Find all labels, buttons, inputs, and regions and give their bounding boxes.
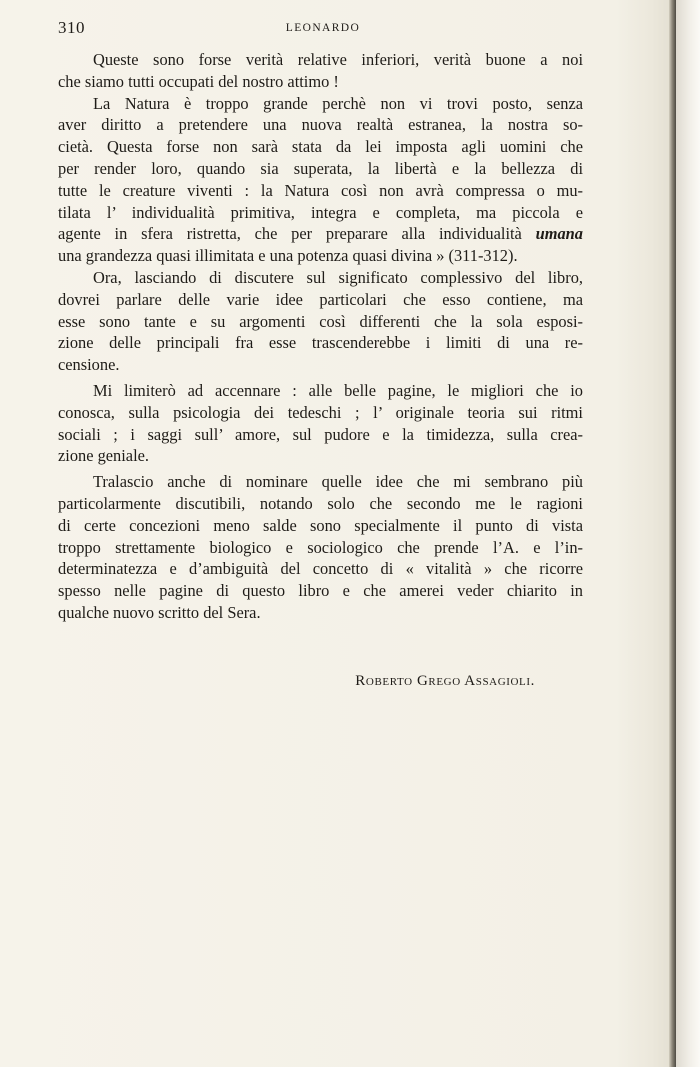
text-line — [58, 158, 583, 180]
text-line — [58, 445, 583, 467]
text-line — [58, 558, 583, 580]
review-body-text — [58, 49, 583, 624]
paragraph-first-line — [58, 380, 583, 402]
text-line — [58, 402, 583, 424]
line-text: censione. — [58, 355, 120, 375]
line-text: Ora, lasciando di discutere sul significato complessivo del libro, — [93, 267, 583, 287]
paragraph-first-line — [58, 49, 583, 71]
text-line — [58, 180, 583, 202]
line-text: zione geniale. — [58, 446, 150, 466]
line-text: zione delle principali fra esse trascenderebbe i limiti di una re- — [58, 333, 583, 353]
text-line — [58, 537, 583, 559]
line-text: troppo strettamente biologico e sociologico che prende l’A. e l’in- — [58, 537, 583, 557]
line-text: tutte le creature viventi : la Natura così non avrà compressa o mu- — [58, 180, 583, 200]
text-line — [58, 332, 583, 354]
line-text: di certe concezioni meno salde sono specialmente il punto di vista — [58, 515, 583, 535]
page-edge-shadow — [669, 0, 676, 1067]
line-text: esse sono tante e su argomenti così differenti che la sola esposi- — [58, 311, 583, 331]
line-text: spesso nelle pagine di questo libro e che amerei veder chiarito in — [58, 581, 583, 601]
paragraph-first-line — [58, 267, 583, 289]
line-text: sociali ; i saggi sull’ amore, sul pudore e la timidezza, sulla crea- — [58, 424, 583, 444]
line-text: aver diritto a pretendere una nuova realtà estranea, la nostra so- — [58, 115, 583, 135]
running-head: LEONARDO — [285, 22, 361, 34]
text-line — [58, 223, 583, 245]
line-text: conosca, sulla psicologia dei tedeschi ; l’ originale teoria sui ritmi — [58, 402, 583, 422]
text-line — [58, 424, 583, 446]
text-line — [58, 493, 583, 515]
line-text: tilata l’ individualità primitiva, integra e completa, ma piccola e — [58, 202, 583, 222]
line-text: per render loro, quando sia superata, la libertà e la bellezza di — [58, 158, 583, 178]
text-line — [58, 515, 583, 537]
line-text: Mi limiterò ad accennare : alle belle pagine, le migliori che io — [93, 380, 583, 400]
text-line — [58, 354, 583, 376]
line-text: determinatezza e d’ambiguità del concetto di « vitalità » che ricorre — [58, 559, 583, 579]
text-line — [58, 202, 583, 224]
line-text: qualche nuovo scritto del Sera. — [58, 602, 261, 622]
line-text: particolarmente discutibili, notando solo che secondo me le ragioni — [58, 493, 583, 513]
page-number: 310 — [58, 18, 85, 37]
text-line — [58, 602, 583, 624]
line-text: agente in sfera ristretta, che per preparare alla individualità — [58, 224, 522, 244]
emphasized-word: umana — [535, 224, 583, 244]
text-line — [58, 71, 583, 93]
line-text: cietà. Questa forse non sarà stata da lei imposta agli uomini che — [58, 137, 583, 157]
line-text: La Natura è troppo grande perchè non vi trovi posto, senza — [93, 93, 583, 113]
page-header — [58, 18, 588, 40]
text-line — [58, 311, 583, 333]
scan-margin — [676, 0, 700, 1067]
line-text: dovrei parlare delle varie idee particolari che esso contiene, ma — [58, 289, 583, 309]
text-line — [58, 114, 583, 136]
paragraph-first-line — [58, 93, 583, 115]
text-line — [58, 289, 583, 311]
text-line — [58, 136, 583, 158]
text-line — [58, 245, 583, 267]
line-text: Tralascio anche di nominare quelle idee che mi sembrano più — [93, 472, 583, 492]
paragraph-first-line — [58, 471, 583, 493]
author-signature: Roberto Grego Assagioli. — [355, 673, 535, 689]
text-line — [58, 580, 583, 602]
line-text: che siamo tutti occupati del nostro attimo ! — [58, 71, 339, 91]
line-text: una grandezza quasi illimitata e una potenza quasi divina » (311-312). — [58, 246, 518, 266]
line-text: Queste sono forse verità relative inferiori, verità buone a noi — [93, 50, 583, 69]
